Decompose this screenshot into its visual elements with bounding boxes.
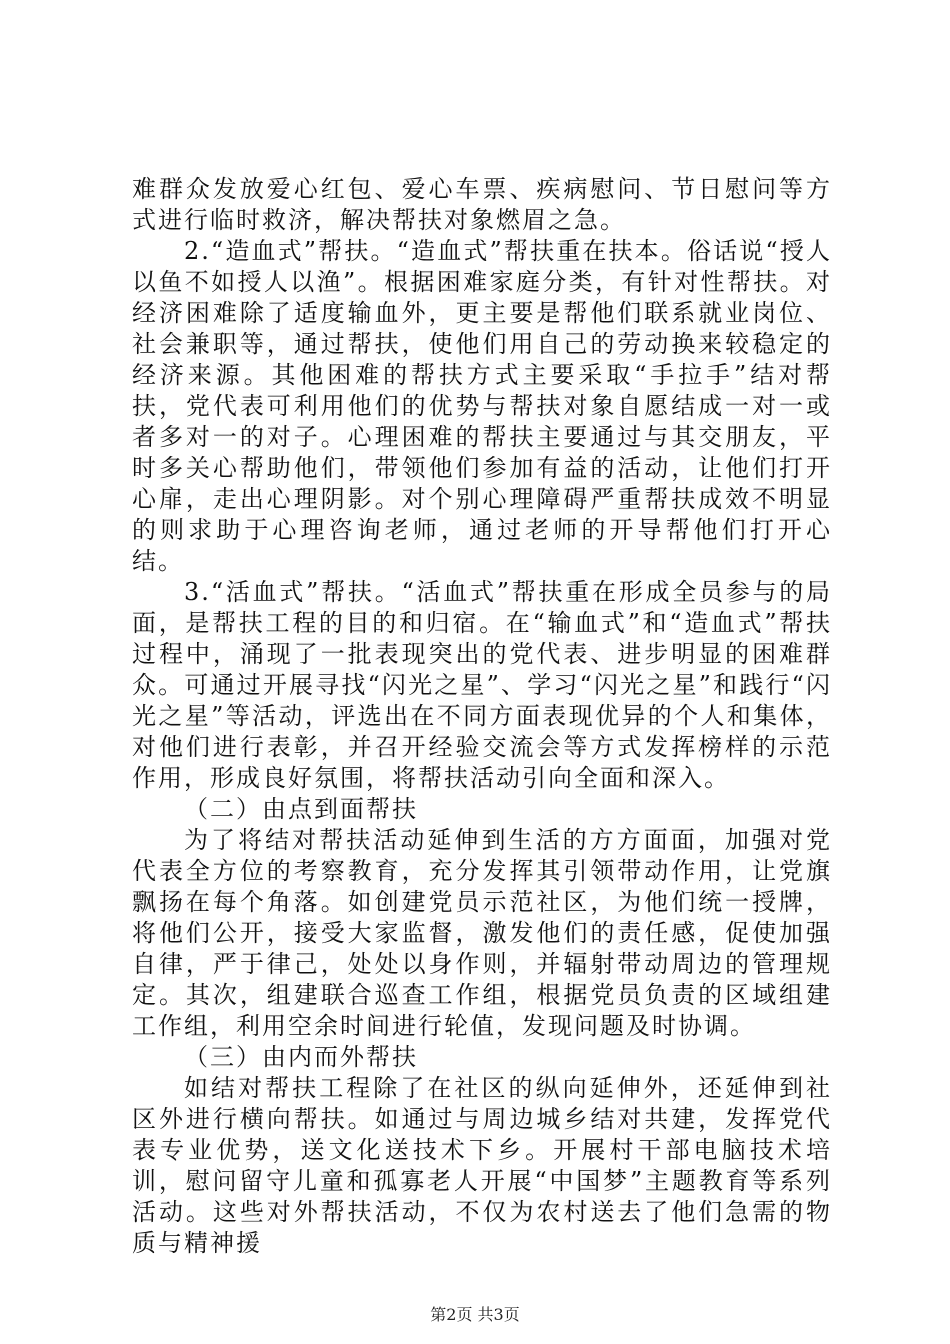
section-heading-inside-out: （三）由内而外帮扶 [184,1043,418,1071]
paragraph-inside-out: 如结对帮扶工程除了在社区的纵向延伸外，还延伸到社区外进行横向帮扶。如通过与周边城乡结对共建，发挥党代表专业优势，送文化送技术下乡。开展村干部电脑技术培训，慰问留守儿童和孤寡老人开展“中国梦”主题教育等系列活动。这些对外帮扶活动，不仅为农村送去了他们急需的物质与精神援 [132,1074,832,1257]
paragraph-blood-activating-aid: 3.“活血式”帮扶。“活血式”帮扶重在形成全员参与的局面，是帮扶工程的目的和归宿。在“输血式”和“造血式”帮扶过程中，涌现了一批表现突出的党代表、进步明显的困难群众。可通过开展寻找“闪光之星”、学习“闪光之星”和践行“闪光之星”等活动，评选出在不同方面表现优异的个人和集体，对他们进行表彰，并召开经验交流会等方式发挥榜样的示范作用，形成良好氛围，将帮扶活动引向全面和深入。 [132,578,832,792]
paragraph-point-to-surface: 为了将结对帮扶活动延伸到生活的方方面面，加强对党代表全方位的考察教育，充分发挥其引领带动作用，让党旗飘扬在每个角落。如创建党员示范社区，为他们统一授牌，将他们公开，接受大家监督，激发他们的责任感，促使加强自律，严于律己，处处以身作则，并辐射带动周边的管理规定。其次，组建联合巡查工作组，根据党员负责的区域组建工作组，利用空余时间进行轮值，发现问题及时协调。 [132,826,832,1040]
paragraph-relief-continuation: 难群众发放爱心红包、爱心车票、疾病慰问、节日慰问等方式进行临时救济，解决帮扶对象燃眉之急。 [132,175,832,234]
paragraph-blood-making-aid: 2.“造血式”帮扶。“造血式”帮扶重在扶本。俗话说“授人以鱼不如授人以渔”。根据困难家庭分类，有针对性帮扶。对经济困难除了适度输血外，更主要是帮他们联系就业岗位、社会兼职等，通过帮扶，使他们用自己的劳动换来较稳定的经济来源。其他困难的帮扶方式主要采取“手拉手”结对帮扶，党代表可利用他们的优势与帮扶对象自愿结成一对一或者多对一的对子。心理困难的帮扶主要通过与其交朋友，平时多关心帮助他们，带领他们参加有益的活动，让他们打开心扉，走出心理阴影。对个别心理障碍严重帮扶成效不明显的则求助于心理咨询老师，通过老师的开导帮他们打开心结。 [132,237,832,575]
document-body [132,174,832,1259]
section-heading-point-to-surface: （二）由点到面帮扶 [184,795,418,823]
page-number-footer: 第2页 共3页 [430,1305,520,1324]
